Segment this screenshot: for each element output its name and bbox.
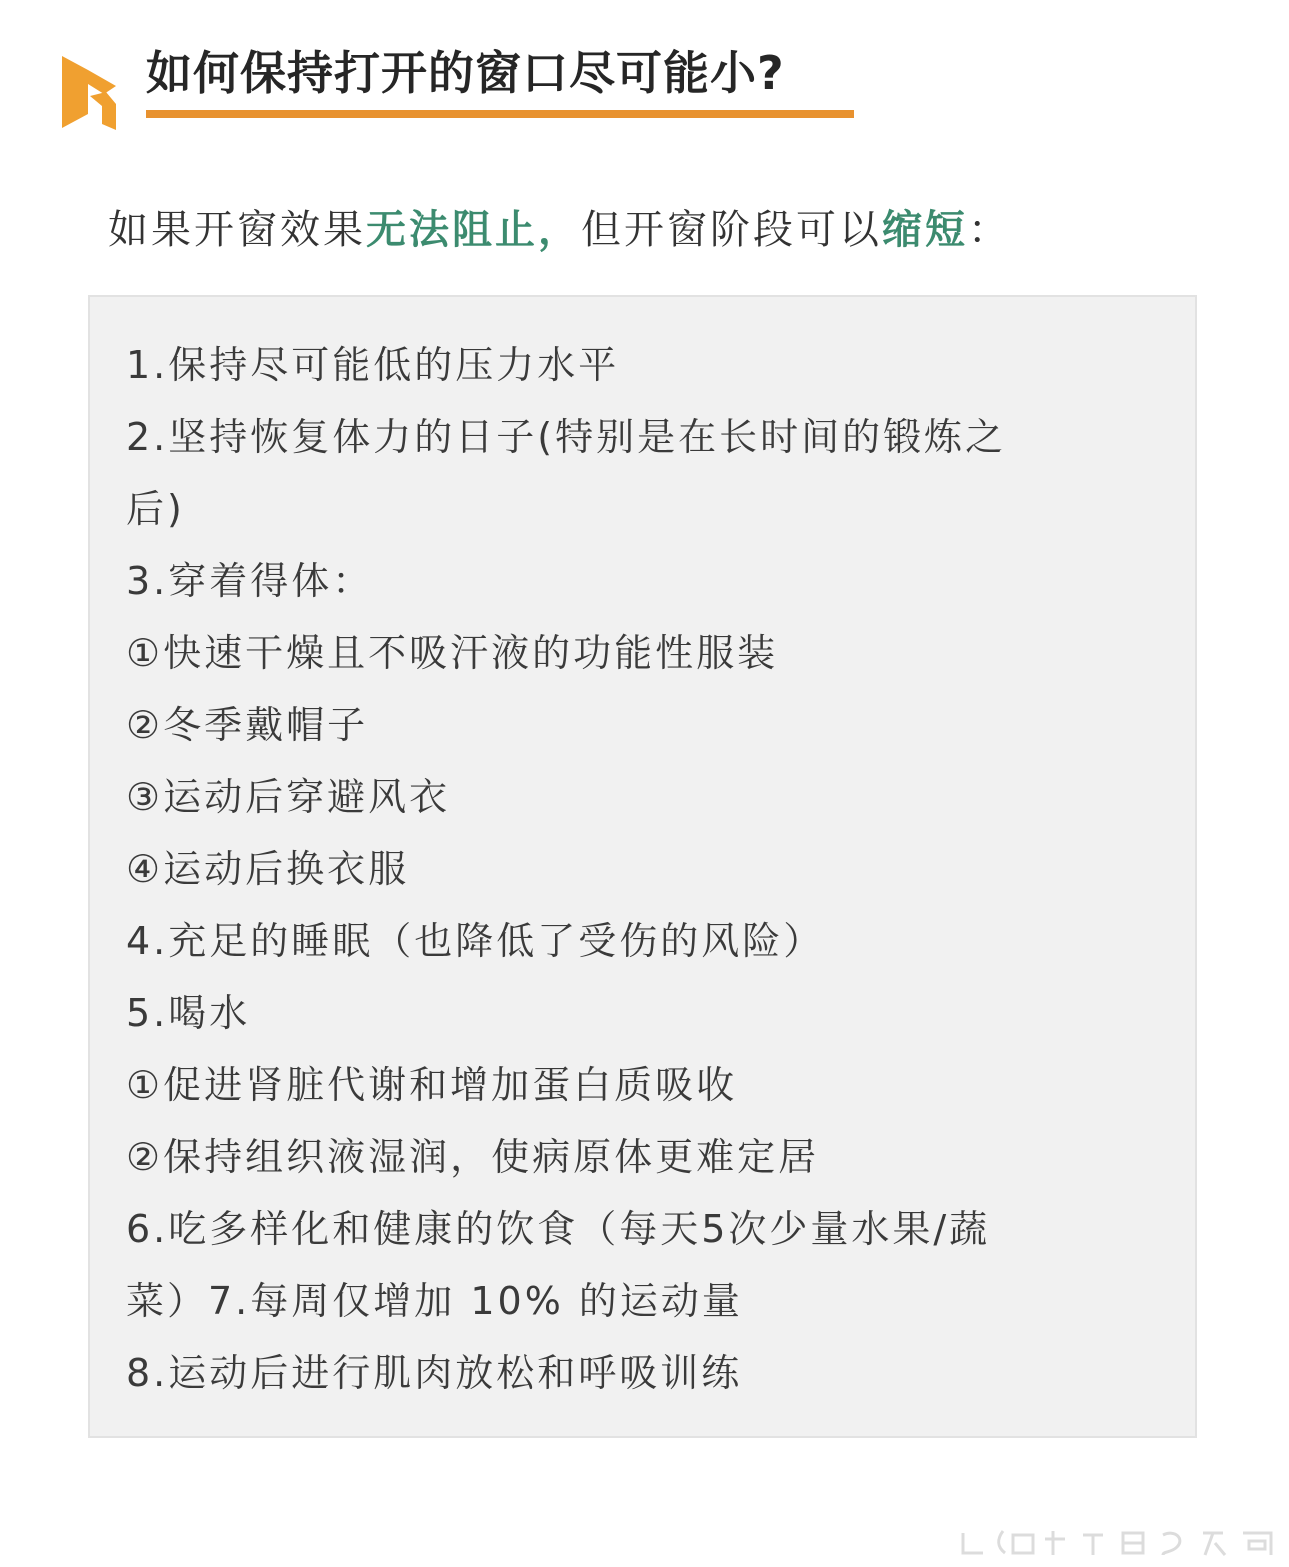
- intro-paragraph: [108, 200, 1011, 260]
- page-title: 如何保持打开的窗口尽可能小?: [146, 46, 785, 100]
- tip-line: 2.坚持恢复体力的日子(特别是在长时间的锻炼之: [126, 415, 1007, 459]
- tips-list: [126, 329, 1166, 1409]
- tip-line: 8.运动后进行肌肉放松和呼吸训练: [126, 1351, 743, 1395]
- title-underline: [146, 110, 854, 118]
- brand-logo-icon: [60, 52, 118, 130]
- tip-line: 后): [126, 487, 185, 531]
- tip-line: 1.保持尽可能低的压力水平: [126, 343, 620, 387]
- tip-line: ①促进肾脏代谢和增加蛋白质吸收: [126, 1063, 738, 1107]
- tip-line: ①快速干燥且不吸汗液的功能性服装: [126, 631, 779, 675]
- tip-line: ②保持组织液湿润，使病原体更难定居: [126, 1135, 820, 1179]
- tip-line: 菜）7.每周仅增加 10% 的运动量: [126, 1279, 743, 1323]
- watermark-icon: [953, 1525, 1283, 1559]
- tip-line: ③运动后穿避风衣: [126, 775, 451, 819]
- tip-line: 6.吃多样化和健康的饮食（每天5次少量水果/蔬: [126, 1207, 991, 1251]
- intro-prefix: 如果开窗效果: [108, 207, 366, 253]
- intro-middle: 但开窗阶段可以: [581, 207, 882, 253]
- tip-line: 3.穿着得体：: [126, 559, 374, 603]
- tip-line: 4.充足的睡眠（也降低了受伤的风险）: [126, 919, 825, 963]
- article-header: [0, 0, 1289, 140]
- tips-box: [88, 295, 1197, 1438]
- intro-highlight-cannot-prevent: 无法阻止，: [366, 207, 581, 253]
- tip-line: 5.喝水: [126, 991, 251, 1035]
- tip-line: ②冬季戴帽子: [126, 703, 369, 747]
- intro-suffix: ：: [968, 207, 1011, 253]
- intro-highlight-shorten: 缩短: [882, 207, 968, 253]
- tip-line: ④运动后换衣服: [126, 847, 410, 891]
